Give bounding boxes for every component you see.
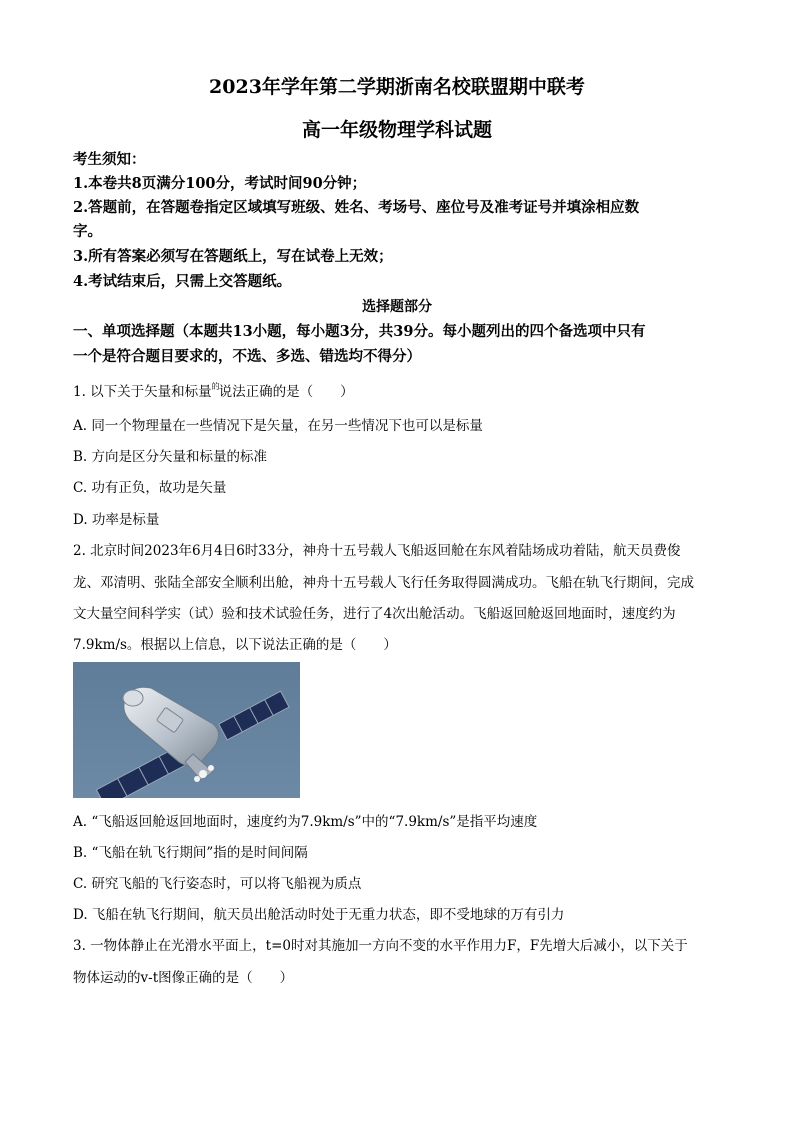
spacecraft-image bbox=[73, 662, 300, 798]
title-line-1: 2023年学年第二学期浙南名校联盟期中联考 bbox=[209, 76, 585, 98]
q2-option-b: B. “飞船在轨飞行期间”指的是时间间隔 bbox=[73, 845, 308, 861]
q2-stem-line-1: 2. 北京时间2023年6月4日6时33分，神舟十五号载人飞船返回舱在东风着陆场成功着陆，航天员费俊 bbox=[73, 543, 681, 559]
part-heading-line-2: 一个是符合题目要求的，不选、多选、错选均不得分） bbox=[73, 348, 421, 365]
q2-stem-line-4: 7.9km/s。根据以上信息，以下说法正确的是（ ） bbox=[73, 637, 397, 653]
q1-option-a: A. 同一个物理量在一些情况下是矢量，在另一些情况下也可以是标量 bbox=[73, 418, 483, 434]
section-title: 选择题部分 bbox=[362, 299, 432, 315]
q2-option-d: D. 飞船在轨飞行期间，航天员出舱活动时处于无重力状态，即不受地球的万有引力 bbox=[73, 907, 565, 923]
part-heading-line-1: 一、单项选择题（本题共13小题，每小题3分，共39分。每小题列出的四个备选项中只有 bbox=[73, 323, 646, 340]
notice-item-2-cont: 字。 bbox=[73, 223, 102, 240]
notice-item-2: 2.答题前，在答题卷指定区域填写班级、姓名、考场号、座位号及准考证号并填涂相应数 bbox=[73, 199, 640, 216]
q1-stem bbox=[73, 380, 354, 400]
notice-heading: 考生须知： bbox=[73, 151, 146, 168]
q1-option-d: D. 功率是标量 bbox=[73, 512, 160, 528]
q2-option-a: A. “飞船返回舱返回地面时，速度约为7.9km/s”中的“7.9km/s”是指平均速度 bbox=[73, 814, 538, 830]
q3-stem-line-1: 3. 一物体静止在光滑水平面上，t=0时对其施加一方向不变的水平作用力F，F先增大后减小，以下关于 bbox=[73, 938, 688, 954]
q1-stem-b: 说法正确的是（ ） bbox=[218, 384, 354, 400]
q2-stem-line-2: 龙、邓清明、张陆全部安全顺利出舱，神舟十五号载人飞行任务取得圆满成功。飞船在轨飞行期间，完成 bbox=[73, 575, 694, 591]
notice-item-4: 4.考试结束后，只需上交答题纸。 bbox=[73, 273, 292, 290]
q1-stem-mark: 的 bbox=[211, 382, 219, 391]
notice-item-1: 1.本卷共8页满分100分，考试时间90分钟； bbox=[73, 175, 367, 192]
q2-option-c: C. 研究飞船的飞行姿态时，可以将飞船视为质点 bbox=[73, 876, 362, 892]
q2-stem-line-3: 文大量空间科学实（试）验和技术试验任务，进行了4次出舱活动。飞船返回舱返回地面时，速度约为 bbox=[73, 606, 676, 622]
q1-stem-a: 1. 以下关于矢量和标量 bbox=[73, 384, 212, 400]
q1-option-b: B. 方向是区分矢量和标量的标准 bbox=[73, 449, 268, 465]
title-line-2: 高一年级物理学科试题 bbox=[301, 119, 492, 141]
q3-stem-line-2: 物体运动的v-t图像正确的是（ ） bbox=[73, 970, 294, 986]
notice-item-3: 3.所有答案必须写在答题纸上，写在试卷上无效； bbox=[73, 248, 393, 265]
q1-option-c: C. 功有正负，故功是矢量 bbox=[73, 480, 227, 496]
